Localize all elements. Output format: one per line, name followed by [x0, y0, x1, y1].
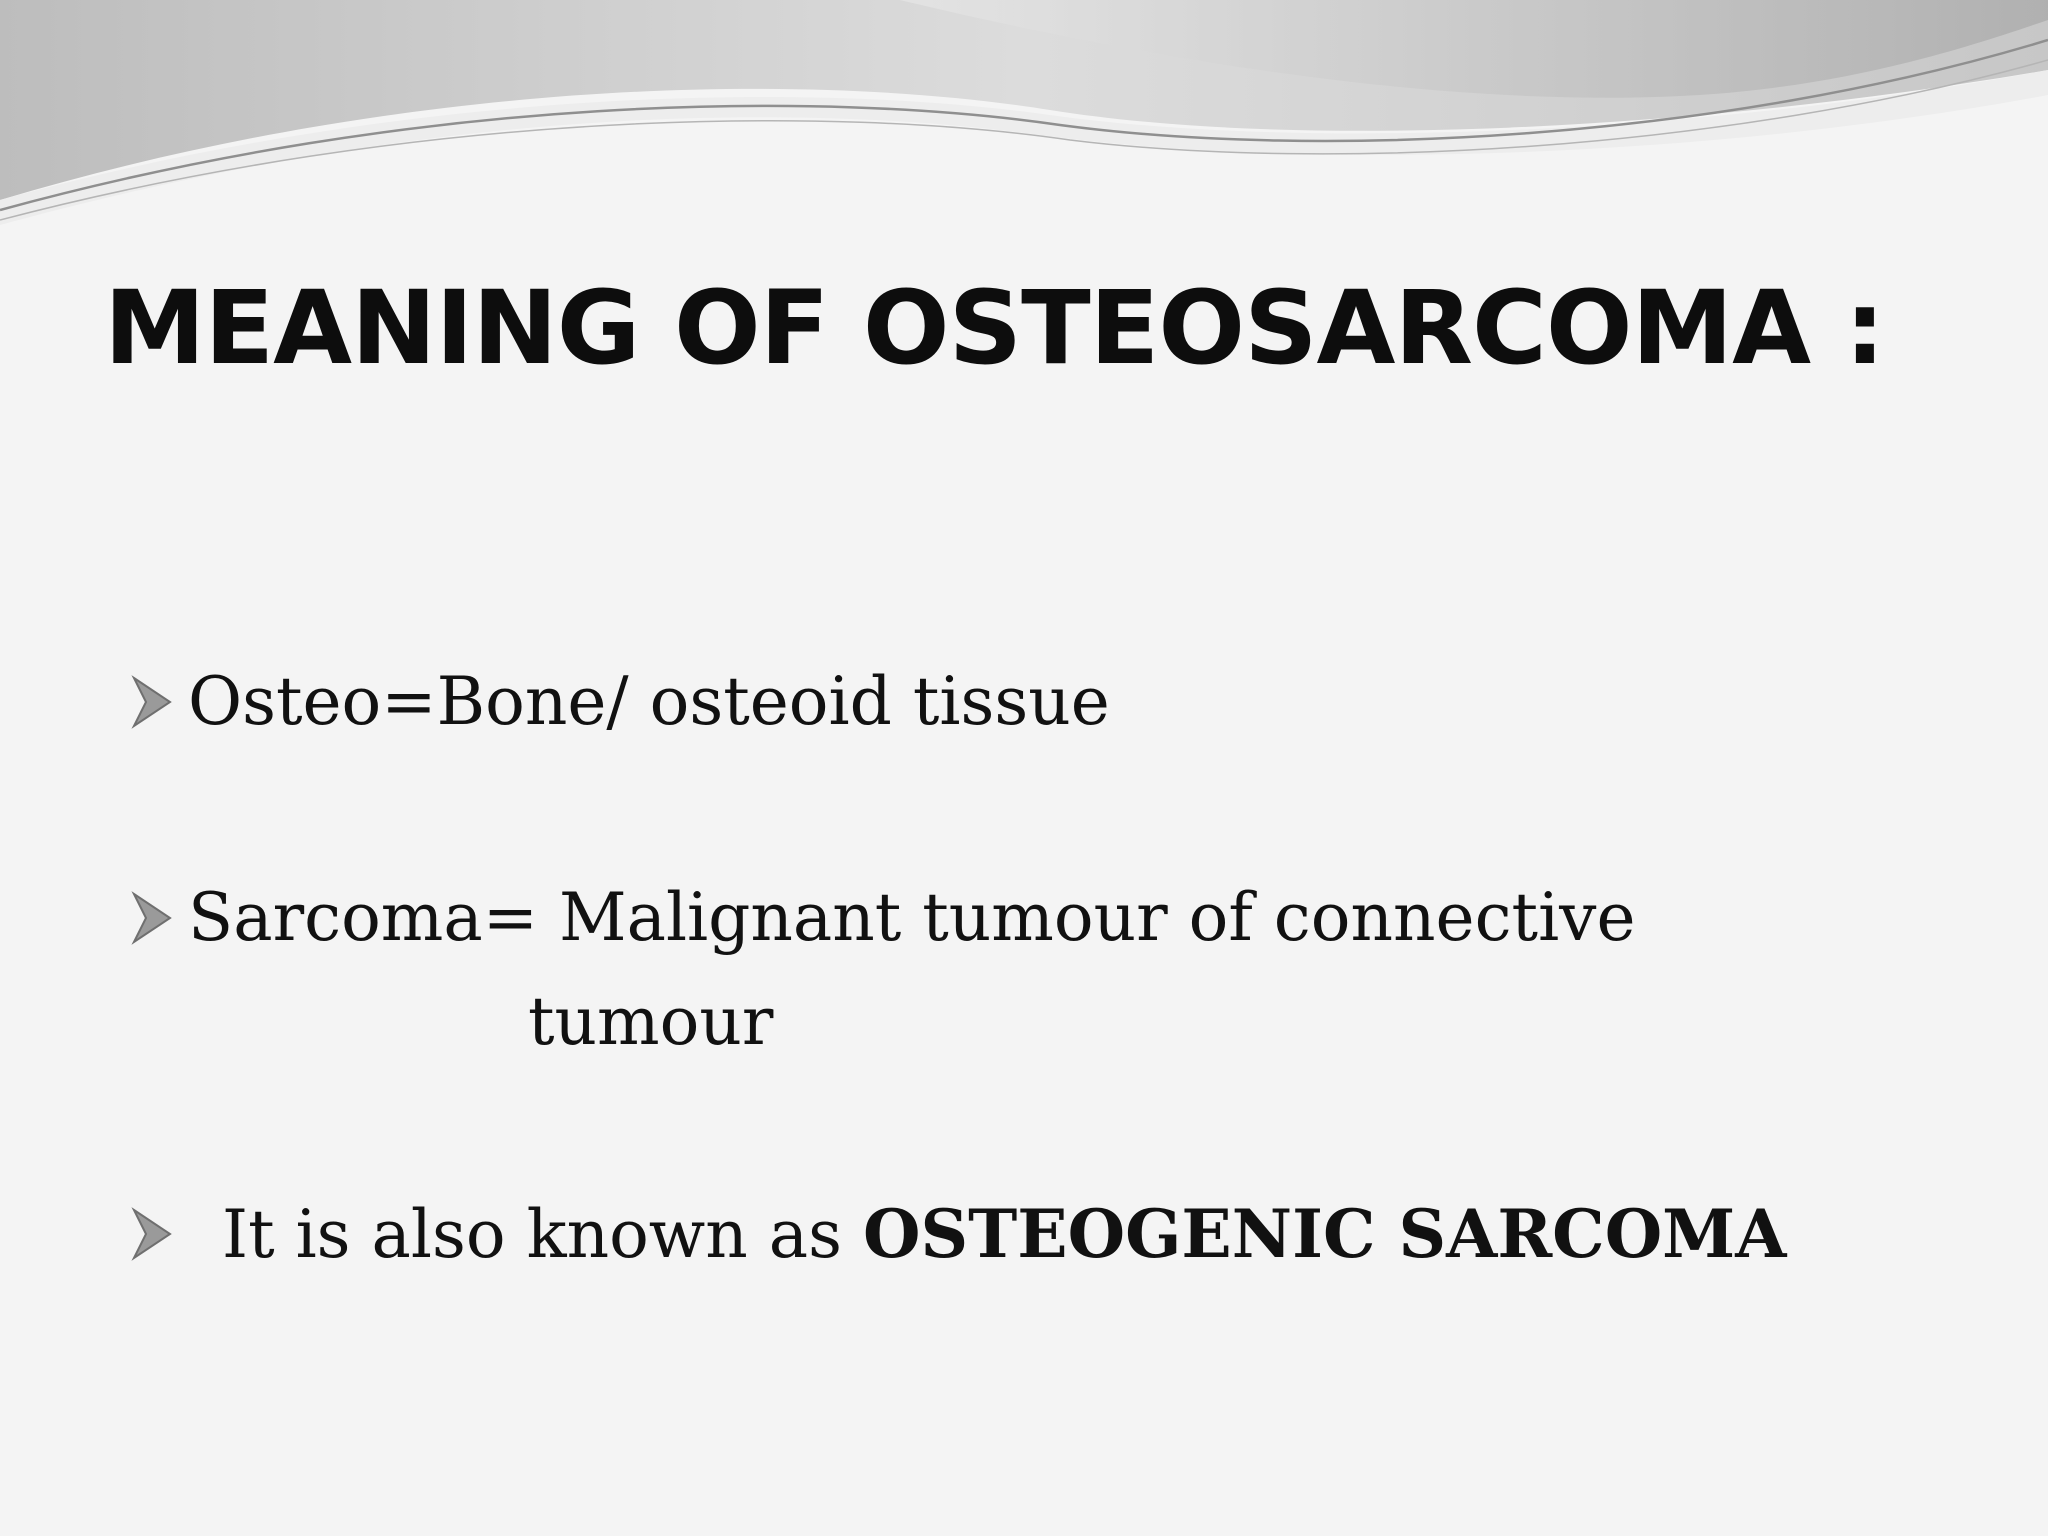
arrow-bullet-icon [130, 672, 174, 732]
arrow-bullet-icon [130, 888, 174, 948]
slide-title: MEANING OF OSTEOSARCOMA : [104, 269, 1885, 388]
bullet-text-prefix: It is also known as [222, 1196, 863, 1273]
bullet-text-bold: OSTEOGENIC SARCOMA [863, 1195, 1787, 1273]
bullet-text-continuation: tumour [528, 983, 774, 1060]
arrow-bullet-icon [130, 1204, 174, 1264]
bullet-text: Osteo=Bone/ osteoid tissue [188, 663, 1110, 740]
bullet-text [222, 1180, 1786, 1289]
bullet-text: Sarcoma= Malignant tumour of connective [188, 879, 1636, 956]
decorative-wave-header [0, 0, 2048, 240]
